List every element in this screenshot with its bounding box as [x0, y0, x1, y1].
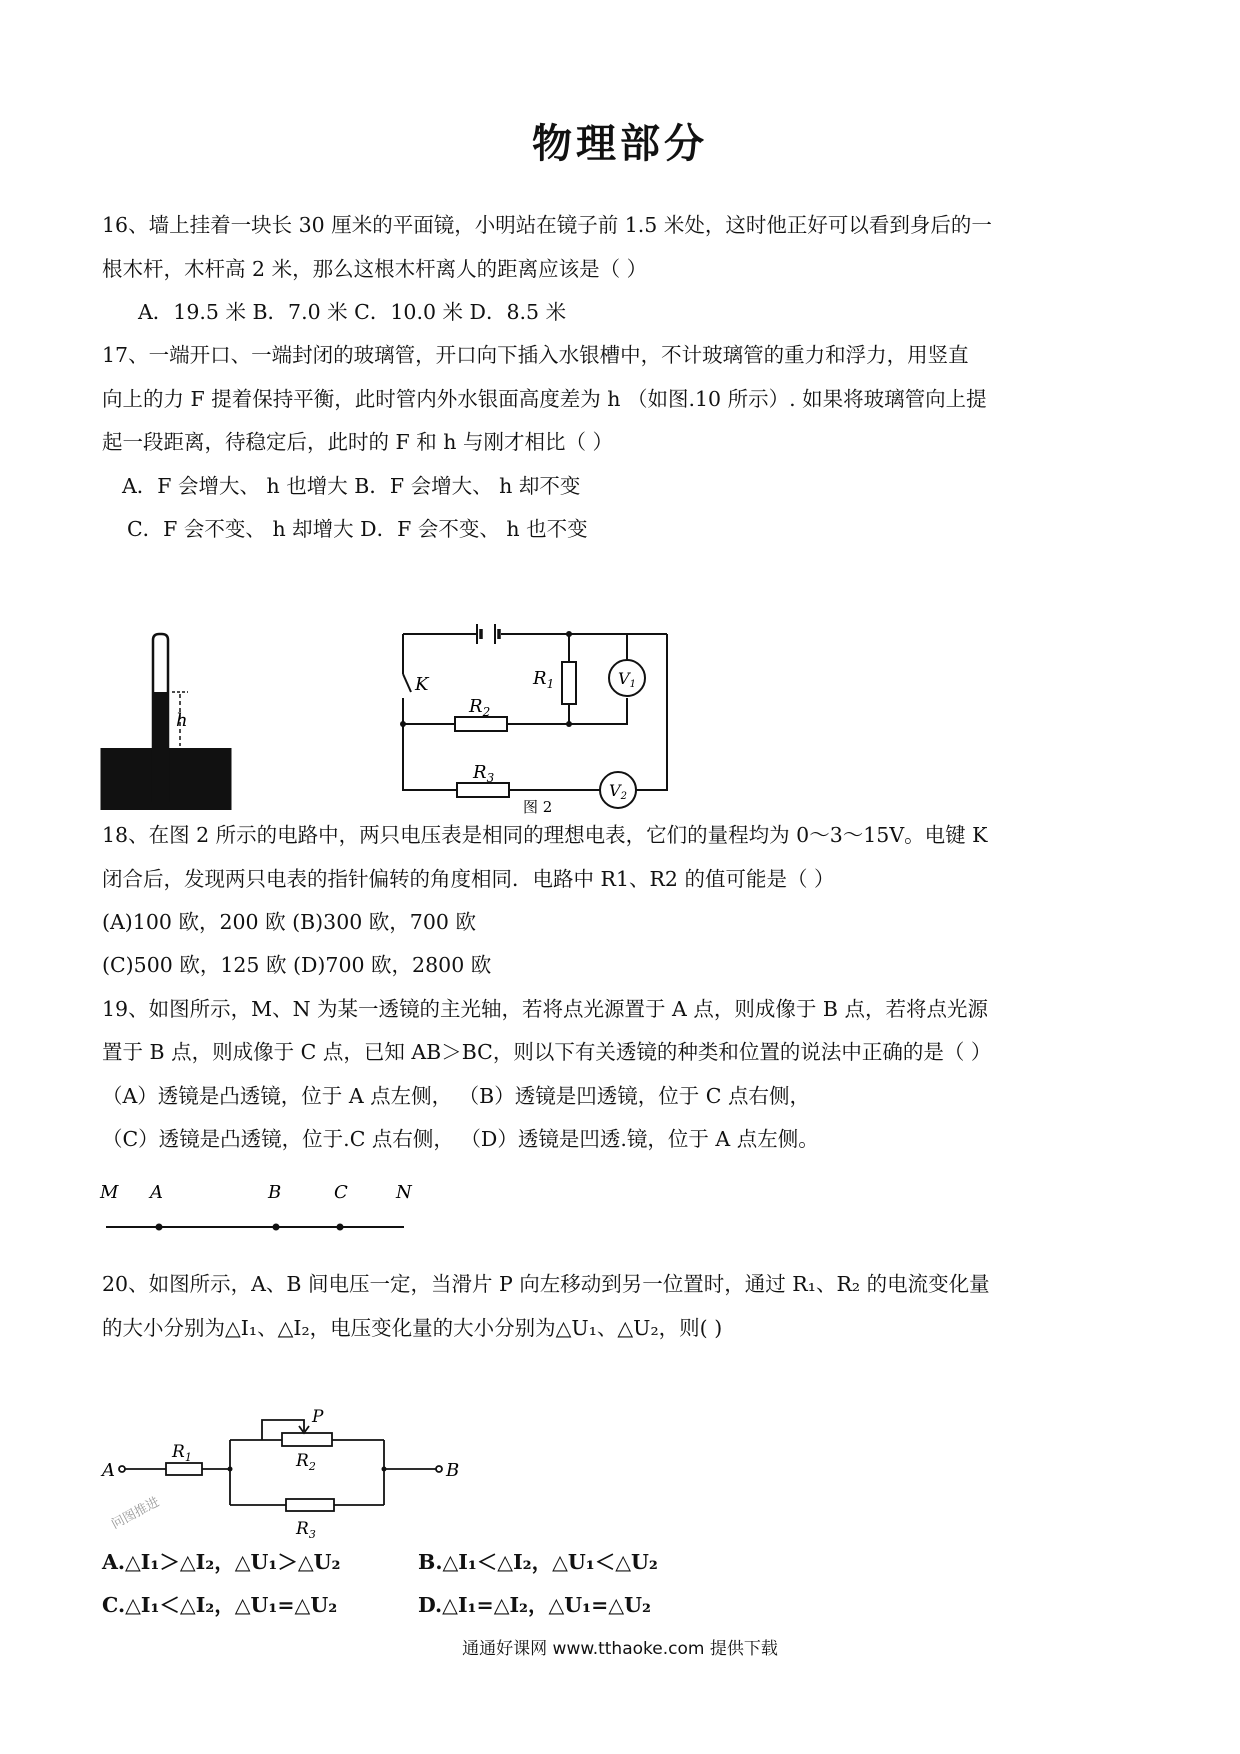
watermark-text: 问图推进: [109, 1494, 163, 1533]
axis-label-b: B: [268, 1182, 282, 1203]
q20-line-2: 的大小分别为△I₁、△I₂，电压变化量的大小分别为△U₁、△U₂，则( ): [102, 1316, 723, 1340]
slider-p-label: P: [312, 1407, 324, 1427]
terminal-b-label: B: [446, 1460, 460, 1481]
q17-line-2: 向上的力 F 提着保持平衡，此时管内外水银面高度差为 h （如图.10 所示）. 如果将玻璃管向上提: [102, 387, 987, 411]
q17-options-ab: A．F 会增大、 h 也增大 B．F 会增大、 h 却不变: [122, 474, 581, 498]
v1-label: V1: [618, 669, 636, 690]
q20-circuit-figure: [100, 1400, 470, 1550]
terminal-a-label: A: [102, 1460, 115, 1481]
q20-option-a: A.△I₁＞△I₂，△U₁＞△U₂: [102, 1550, 341, 1574]
q19-options-cd: （C）透镜是凸透镜，位于.C 点右侧， （D）透镜是凹透.镜，位于 A 点左侧。: [102, 1127, 819, 1151]
axis-label-n: N: [396, 1182, 412, 1203]
q20-r3-label: $R_3$: [296, 1519, 316, 1541]
q19-line-2: 置于 B 点，则成像于 C 点，已知 AB＞BC，则以下有关透镜的种类和位置的说法中正确的是（ ）: [102, 1040, 992, 1064]
tube-h-label: h: [176, 710, 188, 731]
q20-r2-label: $R_2$: [296, 1451, 316, 1473]
axis-label-c: C: [334, 1182, 348, 1203]
q20-option-d: D.△I₁=△I₂，△U₁=△U₂: [418, 1593, 651, 1617]
q17-options-cd: C．F 会不变、 h 却增大 D．F 会不变、 h 也不变: [127, 517, 588, 541]
axis-label-a: A: [150, 1182, 163, 1203]
q20-line-1: 20、如图所示，A、B 间电压一定，当滑片 P 向左移动到另一位置时，通过 R₁、R₂ 的电流变化量: [102, 1272, 990, 1296]
page-title: 物理部分: [532, 121, 708, 167]
q16-options: A．19.5 米 B．7.0 米 C．10.0 米 D．8.5 米: [138, 300, 567, 324]
page-footer: 通通好课网 www.tthaoke.com 提供下载: [462, 1639, 778, 1659]
figure-2-caption: 图 2: [523, 798, 553, 815]
q20-r1-label: $R_1$: [172, 1442, 192, 1464]
optical-axis-figure: [96, 1176, 416, 1238]
q18-options-ab: (A)100 欧，200 欧 (B)300 欧，700 欧: [102, 910, 476, 934]
mercury-tube-figure: [100, 632, 232, 812]
q16-line-1: 16、墙上挂着一块长 30 厘米的平面镜，小明站在镜子前 1.5 米处，这时他正好可以看到身后的一: [102, 213, 992, 237]
r3-label: $R_3$: [473, 762, 495, 785]
q19-line-1: 19、如图所示，M、N 为某一透镜的主光轴，若将点光源置于 A 点，则成像于 B 点，若将点光源: [102, 997, 988, 1021]
q16-line-2: 根木杆，木杆高 2 米，那么这根木杆离人的距离应该是（ ）: [102, 257, 648, 281]
switch-k-label: K: [415, 674, 429, 695]
v2-label: V2: [609, 781, 627, 802]
q19-options-ab: （A）透镜是凸透镜，位于 A 点左侧， （B）透镜是凹透镜，位于 C 点右侧，: [102, 1084, 810, 1108]
circuit-figure-2: [395, 620, 680, 815]
r2-label: $R_2$: [469, 696, 491, 719]
r1-label: $R_1$: [533, 668, 555, 691]
q18-line-2: 闭合后，发现两只电表的指针偏转的角度相同．电路中 R1、R2 的值可能是（ ）: [102, 867, 835, 891]
q18-options-cd: (C)500 欧，125 欧 (D)700 欧，2800 欧: [102, 953, 492, 977]
q20-option-b: B.△I₁＜△I₂，△U₁＜△U₂: [418, 1550, 658, 1574]
axis-label-m: M: [100, 1182, 119, 1203]
q17-line-1: 17、一端开口、一端封闭的玻璃管，开口向下插入水银槽中，不计玻璃管的重力和浮力，用竖直: [102, 343, 969, 367]
q18-line-1: 18、在图 2 所示的电路中，两只电压表是相同的理想电表，它们的量程均为 0～3～15V。电键 K: [102, 823, 988, 847]
q17-line-3: 起一段距离，待稳定后，此时的 F 和 h 与刚才相比（ ）: [102, 430, 614, 454]
q20-option-c: C.△I₁＜△I₂，△U₁=△U₂: [102, 1593, 338, 1617]
